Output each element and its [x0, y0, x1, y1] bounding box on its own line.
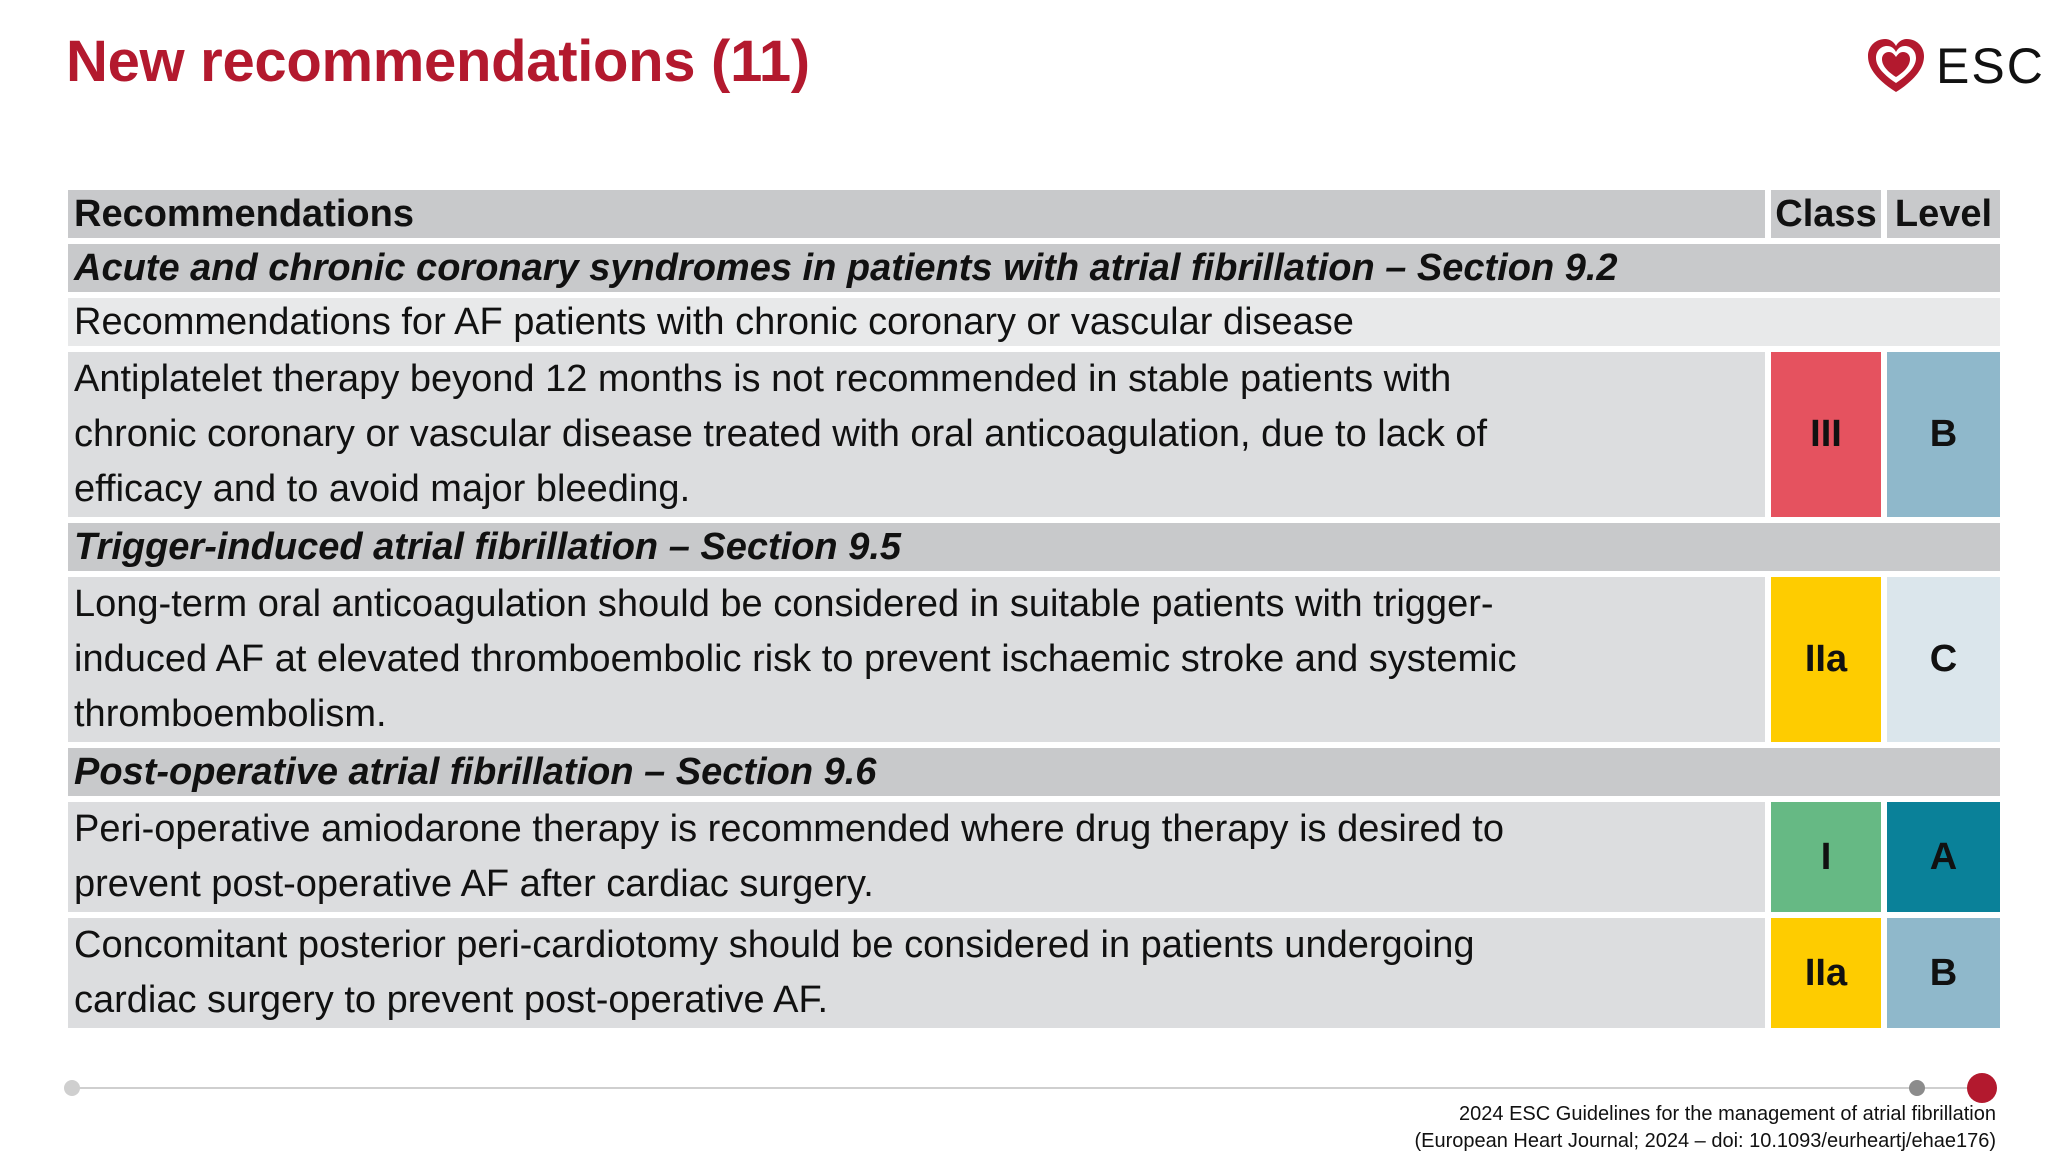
- recommendation-line: induced AF at elevated thromboembolic risk to prevent ischaemic stroke and systemic: [74, 638, 1517, 680]
- subsection-title: Recommendations for AF patients with chronic coronary or vascular disease: [68, 298, 2000, 346]
- level-badge: C: [1887, 577, 2000, 742]
- recommendation-line: Peri-operative amiodarone therapy is recommended where drug therapy is desired to: [74, 808, 1504, 850]
- timeline-current-dot: [1967, 1073, 1997, 1103]
- table-row: [68, 352, 2000, 517]
- section-title: Post-operative atrial fibrillation – Section 9.6: [68, 748, 2000, 796]
- timeline-start-dot: [64, 1080, 80, 1096]
- citation-line: (European Heart Journal; 2024 – doi: 10.1093/eurheartj/ehae176): [1414, 1130, 1996, 1152]
- page-title: New recommendations (11): [66, 29, 810, 94]
- class-badge: I: [1771, 802, 1881, 912]
- section-title: Acute and chronic coronary syndromes in patients with atrial fibrillation – Section 9.2: [68, 244, 2000, 292]
- progress-timeline: [72, 1087, 1984, 1089]
- recommendation-line: cardiac surgery to prevent post-operative AF.: [74, 979, 829, 1021]
- header-class: Class: [1771, 190, 1881, 238]
- section-header-row: [68, 748, 2000, 796]
- class-badge: IIa: [1771, 918, 1881, 1028]
- recommendation-line: Antiplatelet therapy beyond 12 months is not recommended in stable patients with: [74, 358, 1452, 400]
- table-row: [68, 802, 2000, 912]
- recommendation-text: [68, 577, 1765, 742]
- section-header-row: [68, 244, 2000, 292]
- recommendation-text: [68, 352, 1765, 517]
- class-badge: IIa: [1771, 577, 1881, 742]
- recommendation-line: efficacy and to avoid major bleeding.: [74, 468, 691, 510]
- recommendation-line: thromboembolism.: [74, 693, 387, 735]
- recommendation-line: prevent post-operative AF after cardiac surgery.: [74, 863, 874, 905]
- level-badge: B: [1887, 352, 2000, 517]
- table-row: [68, 918, 2000, 1028]
- citation-line: 2024 ESC Guidelines for the management of atrial fibrillation: [1459, 1103, 1996, 1125]
- recommendations-table: [68, 190, 2000, 1034]
- recommendation-text: [68, 918, 1765, 1028]
- subsection-row: [68, 298, 2000, 346]
- section-title: Trigger-induced atrial fibrillation – Section 9.5: [68, 523, 2000, 571]
- citation-footer: [1414, 1101, 1996, 1155]
- recommendation-line: Long-term oral anticoagulation should be considered in suitable patients with trigger-: [74, 583, 1494, 625]
- level-badge: B: [1887, 918, 2000, 1028]
- heart-logo-icon: [1864, 34, 1928, 98]
- header-recommendations: Recommendations: [68, 190, 1765, 238]
- section-header-row: [68, 523, 2000, 571]
- class-badge: III: [1771, 352, 1881, 517]
- table-row: [68, 577, 2000, 742]
- recommendation-text: [68, 802, 1765, 912]
- recommendation-line: Concomitant posterior peri-cardiotomy should be considered in patients undergoing: [74, 924, 1475, 966]
- header-level: Level: [1887, 190, 2000, 238]
- logo-text: ESC: [1936, 38, 2045, 94]
- level-badge: A: [1887, 802, 2000, 912]
- esc-logo: [1864, 34, 2045, 98]
- table-header-row: [68, 190, 2000, 238]
- recommendation-line: chronic coronary or vascular disease treated with oral anticoagulation, due to lack of: [74, 413, 1488, 455]
- timeline-previous-dot: [1909, 1080, 1925, 1096]
